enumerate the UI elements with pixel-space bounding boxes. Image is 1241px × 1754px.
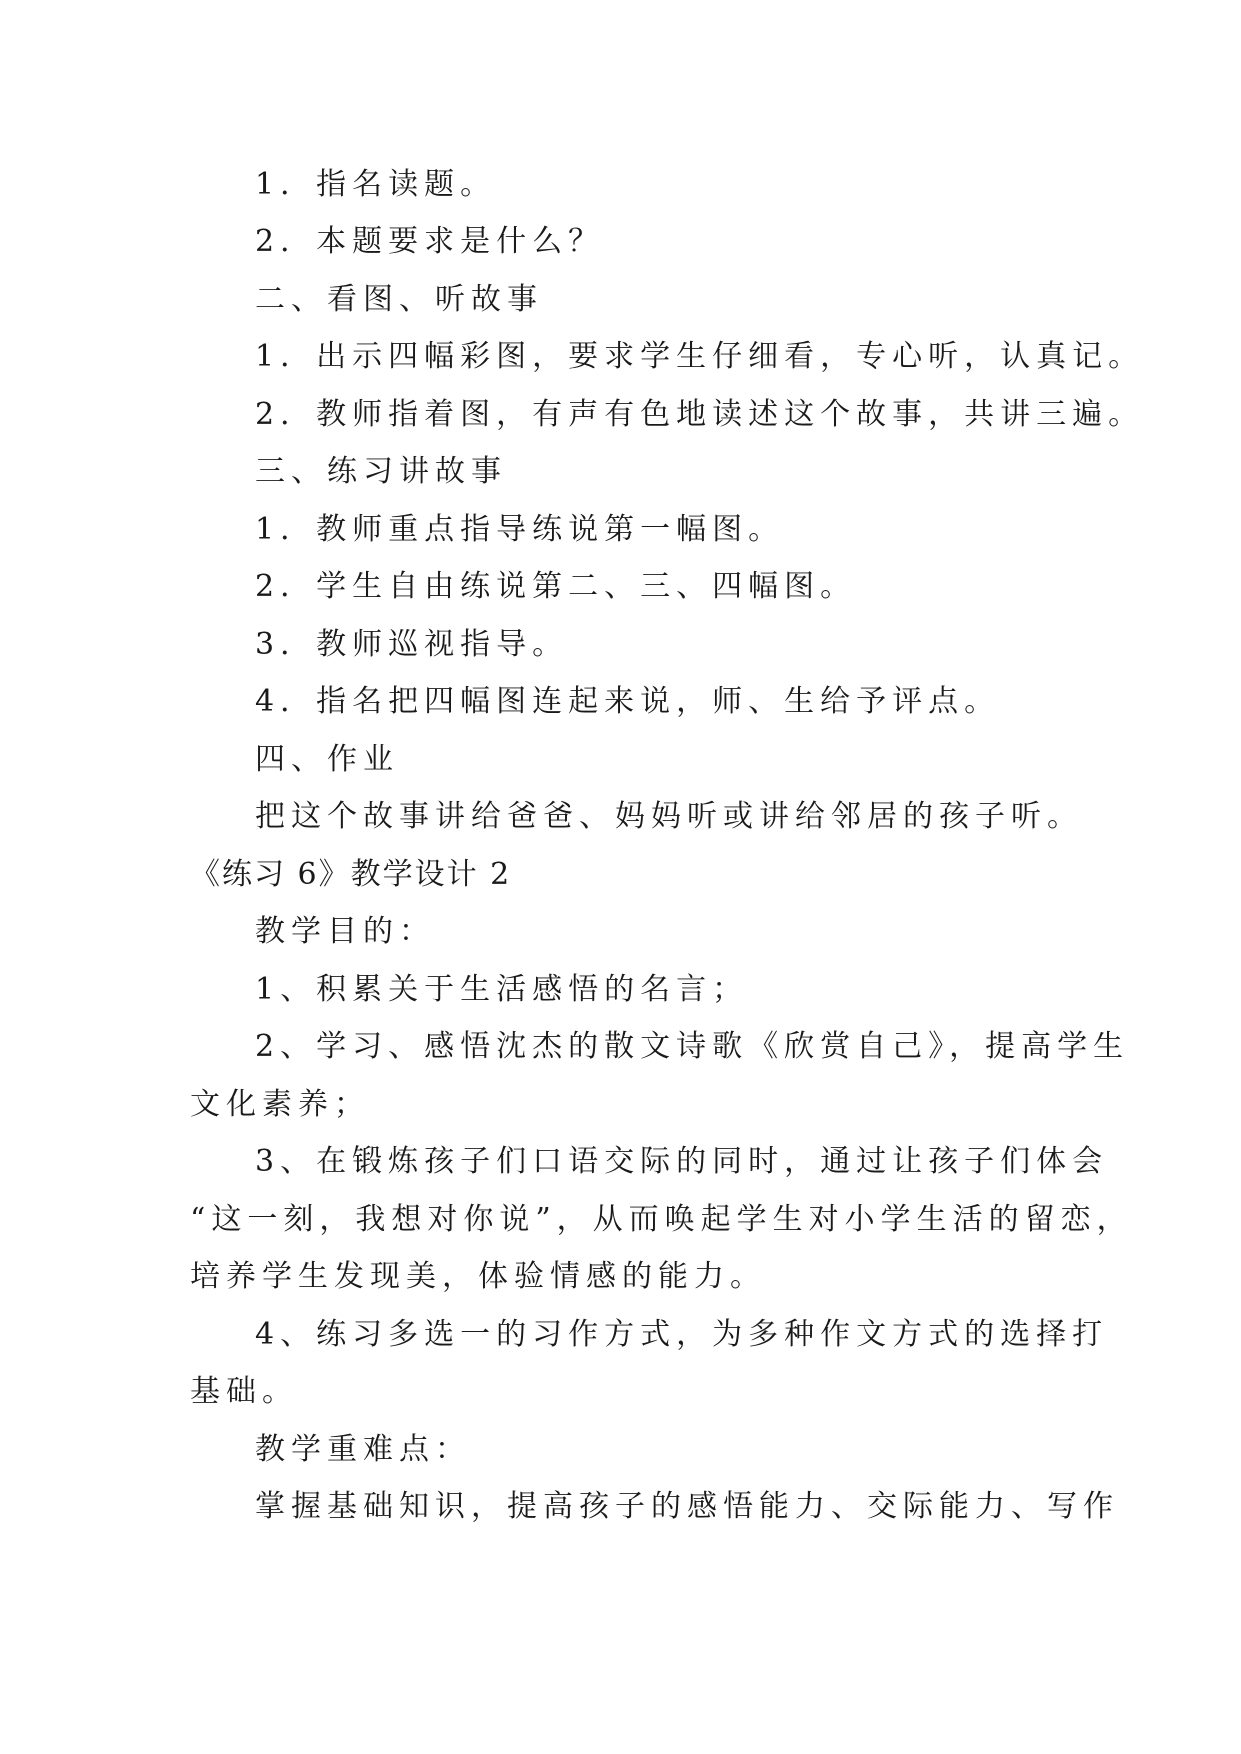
section-heading: 三、练习讲故事 [255,454,507,489]
text-line: 1．教师重点指导练说第一幅图。 [255,512,785,547]
text-line: 3．教师巡视指导。 [255,627,569,662]
text-line: 4、练习多选一的习作方式，为多种作文方式的选择打 [255,1317,1109,1352]
section-heading: 教学重难点： [255,1432,471,1467]
text-line: 1．指名读题。 [255,167,497,202]
document-title: 《练习 6》教学设计 2 [190,857,512,892]
text-line: 2．本题要求是什么？ [255,224,605,259]
text-line: 文化素养； [190,1087,370,1122]
text-line: 1．出示四幅彩图，要求学生仔细看，专心听，认真记。 [255,339,1145,374]
text-line: 2．学生自由练说第二、三、四幅图。 [255,569,857,604]
text-line: 4．指名把四幅图连起来说，师、生给予评点。 [255,684,1001,719]
text-line: 3、在锻炼孩子们口语交际的同时，通过让孩子们体会 [255,1144,1109,1179]
text-line: “这一刻，我想对你说”，从而唤起学生对小学生活的留恋， [190,1202,1133,1237]
text-line: 1、积累关于生活感悟的名言； [255,972,749,1007]
section-heading: 四、作业 [255,742,399,777]
text-line: 2．教师指着图，有声有色地读述这个故事，共讲三遍。 [255,397,1145,432]
section-heading: 教学目的： [255,914,435,949]
text-line: 培养学生发现美，体验情感的能力。 [190,1259,766,1294]
text-line: 掌握基础知识，提高孩子的感悟能力、交际能力、写作 [255,1489,1119,1524]
text-line: 把这个故事讲给爸爸、妈妈听或讲给邻居的孩子听。 [255,799,1083,834]
text-line: 2、学习、感悟沈杰的散文诗歌《欣赏自己》，提高学生 [255,1029,1130,1064]
text-line: 基础。 [190,1374,298,1409]
section-heading: 二、看图、听故事 [255,282,543,317]
